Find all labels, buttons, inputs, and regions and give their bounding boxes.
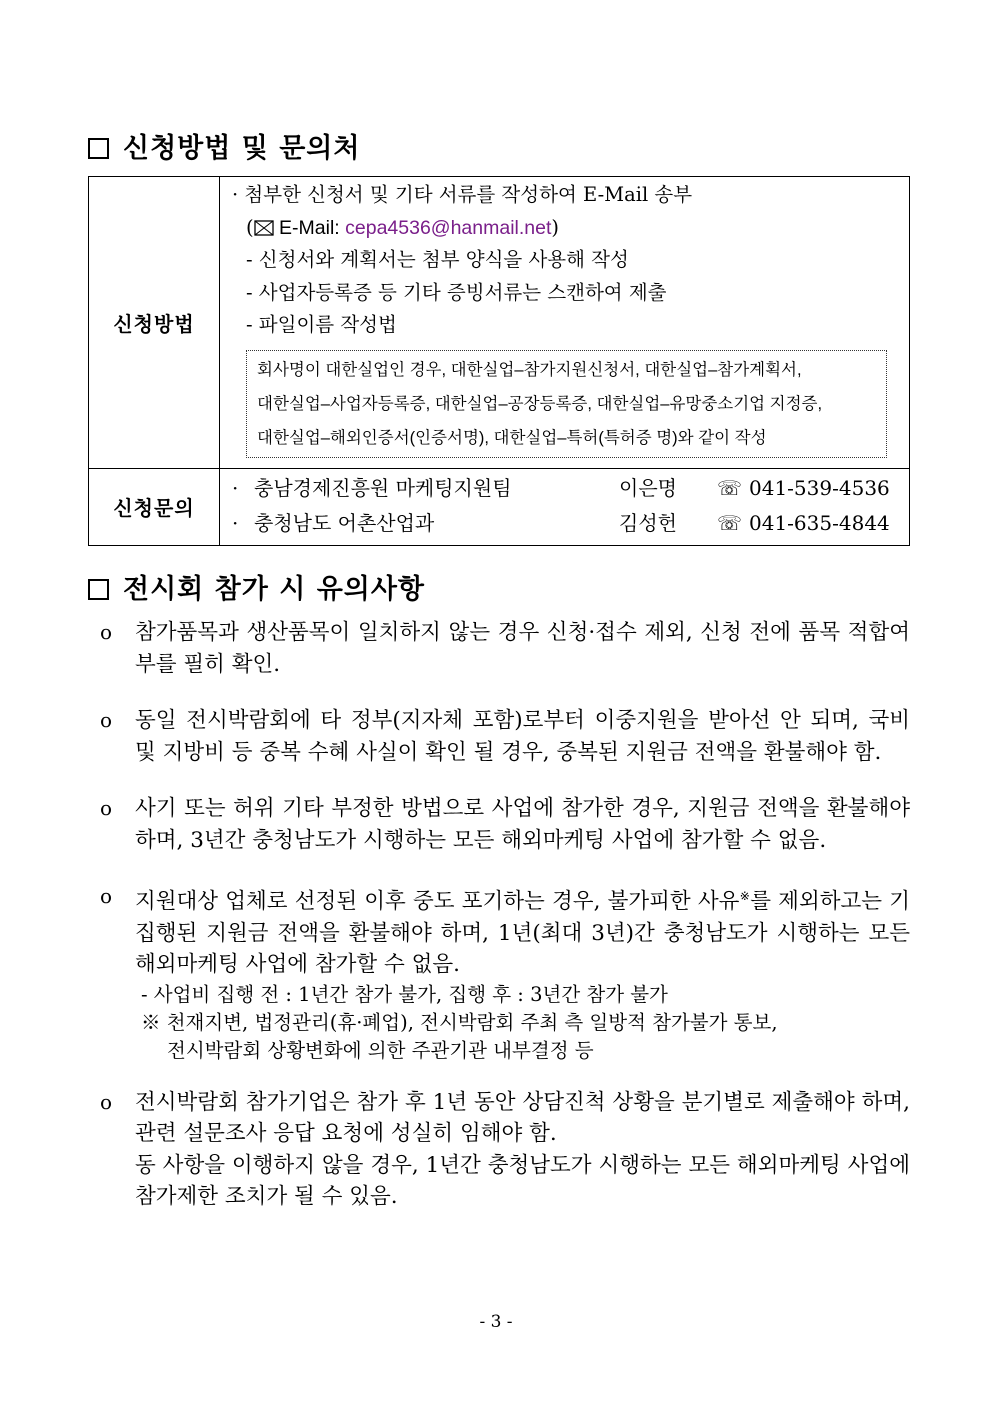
note-footnote-cont: 전시박람회 상황변화에 의한 주관기관 내부결정 등 <box>167 1038 594 1062</box>
envelope-icon <box>254 216 274 239</box>
method-sub-2: - 사업자등록증 등 기타 증빙서류는 스캔하여 제출 <box>246 280 667 304</box>
application-info-table <box>88 176 910 546</box>
contact-label: 신청문의 <box>89 468 220 545</box>
note-text: 지원대상 업체로 선정된 이후 중도 포기하는 경우, 불가피한 사유※를 제외하고는 기 집행된 지원금 전액을 환불해야 하며, 1년(최대 3년)간 충청남도가 시행하는 모든 해외마케팅 사업에 참가할 수 없음. - 사업비 집행 전 : 1년간 참가 불가, 집행 후 : 3년간 참가 불가 ※ 천재지변, 법정관리(휴·폐업), 전시박람회 주최 측 일방적 참가불가 통보, 전시박람회 상황변화에 의한 주관기관 내부결정 등 <box>135 881 910 1065</box>
phone-icon: ☏ <box>717 510 743 535</box>
note-text: 사기 또는 허위 기타 부정한 방법으로 사업에 참가한 경우, 지원금 전액을 환불해야 하며, 3년간 충청남도가 시행하는 모든 해외마케팅 사업에 참가할 수 없음. <box>135 796 910 853</box>
note-text: 동일 전시박람회에 타 정부(지자체 포함)로부터 이중지원을 받아선 안 되며, 국비 및 지방비 등 중복 수혜 사실이 확인 될 경우, 중복된 지원금 전액을 환불해야 함. <box>135 708 910 765</box>
bullet-marker: ο <box>100 796 113 820</box>
contact-phone: 041-635-4844 <box>749 510 890 535</box>
list-item <box>100 793 910 856</box>
note-text: 참가품목과 생산품목이 일치하지 않는 경우 신청·접수 제외, 신청 전에 품목 적합여부를 필히 확인. <box>135 620 910 677</box>
method-line-1: · 첨부한 신청서 및 기타 서류를 작성하여 E-Mail 송부 <box>232 183 693 206</box>
contact-name: 이은명 <box>619 475 677 500</box>
precautions-list <box>100 617 910 1238</box>
section-heading-application <box>88 126 360 165</box>
note-footnote: ※ 천재지변, 법정관리(휴·폐업), 전시박람회 주최 측 일방적 참가불가 통보, <box>141 1010 778 1034</box>
list-item <box>100 881 910 1065</box>
method-label: 신청방법 <box>89 177 220 469</box>
note-text: 전시박람회 참가기업은 참가 후 1년 동안 상담진척 상황을 분기별로 제출해야 하며, 관련 설문조사 응답 요청에 성실히 임해야 함. 동 사항을 이행하지 않을 경우, 1년간 충청남도가 시행하는 모든 해외마케팅 사업에 참가제한 조치가 될 수 있음. <box>135 1089 910 1210</box>
bullet-marker: ο <box>100 1089 113 1114</box>
contact-content <box>220 468 910 545</box>
bullet-marker: ο <box>100 884 113 908</box>
contact-org: 충남경제진흥원 마케팅지원팀 <box>254 475 512 500</box>
list-item <box>100 1087 910 1213</box>
checkbox-icon <box>88 138 109 159</box>
contact-name: 김성헌 <box>619 510 677 535</box>
checkbox-icon <box>88 579 109 600</box>
bullet-marker: ο <box>100 708 113 732</box>
email-label: E-Mail: <box>273 216 346 239</box>
file-naming-example: 회사명이 대한실업인 경우, 대한실업–참가지원신청서, 대한실업–참가계획서, 대한실업–사업자등록증, 대한실업–공장등록증, 대한실업–유망중소기업 지정증, 대한실업–해외인증서(인증서명), 대한실업–특허(특허증 명)와 같이 작성 <box>246 350 887 458</box>
method-sub-3: - 파일이름 작성법 <box>246 313 397 336</box>
contact-row <box>89 468 910 545</box>
section-title: 신청방법 및 문의처 <box>123 133 361 164</box>
section-heading-precautions <box>88 567 425 606</box>
phone-icon: ☏ <box>717 475 743 500</box>
section-title: 전시회 참가 시 유의사항 <box>123 574 426 605</box>
contact-item: · 충청남도 어촌산업과 김성헌 ☏ 041-635-4844 <box>232 506 897 541</box>
email-address[interactable]: cepa4536@hanmail.net <box>345 216 552 239</box>
contact-org: 충청남도 어촌산업과 <box>254 510 435 535</box>
list-item <box>100 617 910 680</box>
method-row <box>89 177 910 469</box>
bullet-marker: ο <box>100 620 113 644</box>
list-item <box>100 705 910 768</box>
method-sub-1: - 신청서와 계획서는 첨부 양식을 사용해 작성 <box>246 248 629 271</box>
method-content <box>220 177 910 469</box>
contact-phone: 041-539-4536 <box>749 475 890 500</box>
note-sub-dash: - 사업비 집행 전 : 1년간 참가 불가, 집행 후 : 3년간 참가 불가 <box>141 982 668 1006</box>
page-number: - 3 - <box>479 1312 513 1332</box>
method-email-line: ( E-Mail: cepa4536@hanmail.net) <box>246 215 560 239</box>
contact-item: · 충남경제진흥원 마케팅지원팀 이은명 ☏ 041-539-4536 <box>232 471 897 506</box>
